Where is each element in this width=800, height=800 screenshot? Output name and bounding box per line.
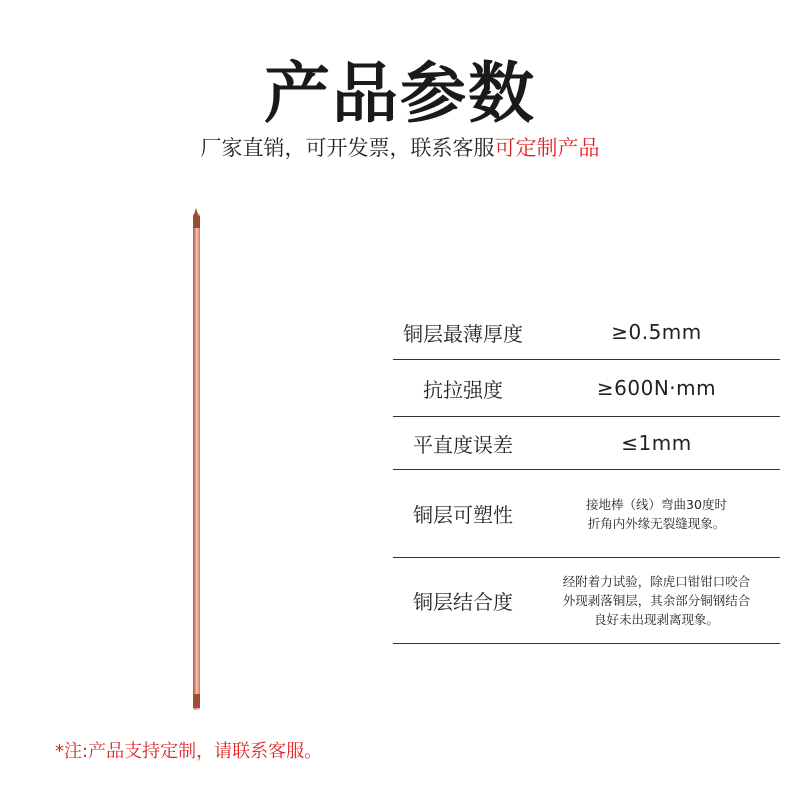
spec-value-line: 良好未出现剥离现象。: [593, 612, 719, 627]
spec-value: ≥600N·mm: [596, 376, 717, 400]
rod-body: [193, 213, 200, 710]
subtitle: [0, 132, 800, 162]
subtitle-highlight: 可定制产品: [494, 136, 600, 160]
spec-row: [393, 470, 780, 558]
spec-row: [393, 558, 780, 644]
spec-value: [533, 495, 780, 533]
spec-row: [393, 305, 780, 360]
subtitle-text: 厂家直销，可开发票，联系客服: [200, 136, 495, 160]
spec-label: 铜层最薄厚度: [403, 321, 523, 346]
spec-value-line: 经附着力试验，除虎口钳钳口咬合: [562, 574, 751, 589]
spec-row: [393, 417, 780, 470]
spec-value: ≥0.5mm: [611, 320, 702, 344]
spec-row: [393, 360, 780, 417]
spec-label: 平直度误差: [413, 432, 513, 457]
spec-value-line: 外现剥落铜层，其余部分铜钢结合: [562, 593, 751, 608]
spec-label: 铜层可塑性: [413, 503, 513, 527]
spec-table: [393, 305, 780, 644]
spec-value-line: 折角内外缘无裂缝现象。: [587, 515, 726, 531]
customization-note: *注:产品支持定制，请联系客服。: [55, 741, 323, 762]
spec-label: 铜层结合度: [413, 590, 513, 614]
rod-bottom-band: [193, 694, 200, 708]
spec-value: [533, 572, 780, 629]
spec-value-line: 接地棒（线）弯曲30度时: [586, 496, 727, 512]
rod-tip: [193, 208, 199, 218]
spec-label: 抗拉强度: [423, 377, 503, 402]
spec-value: ≤1mm: [621, 431, 692, 455]
page-title: 产品参数: [264, 55, 536, 132]
